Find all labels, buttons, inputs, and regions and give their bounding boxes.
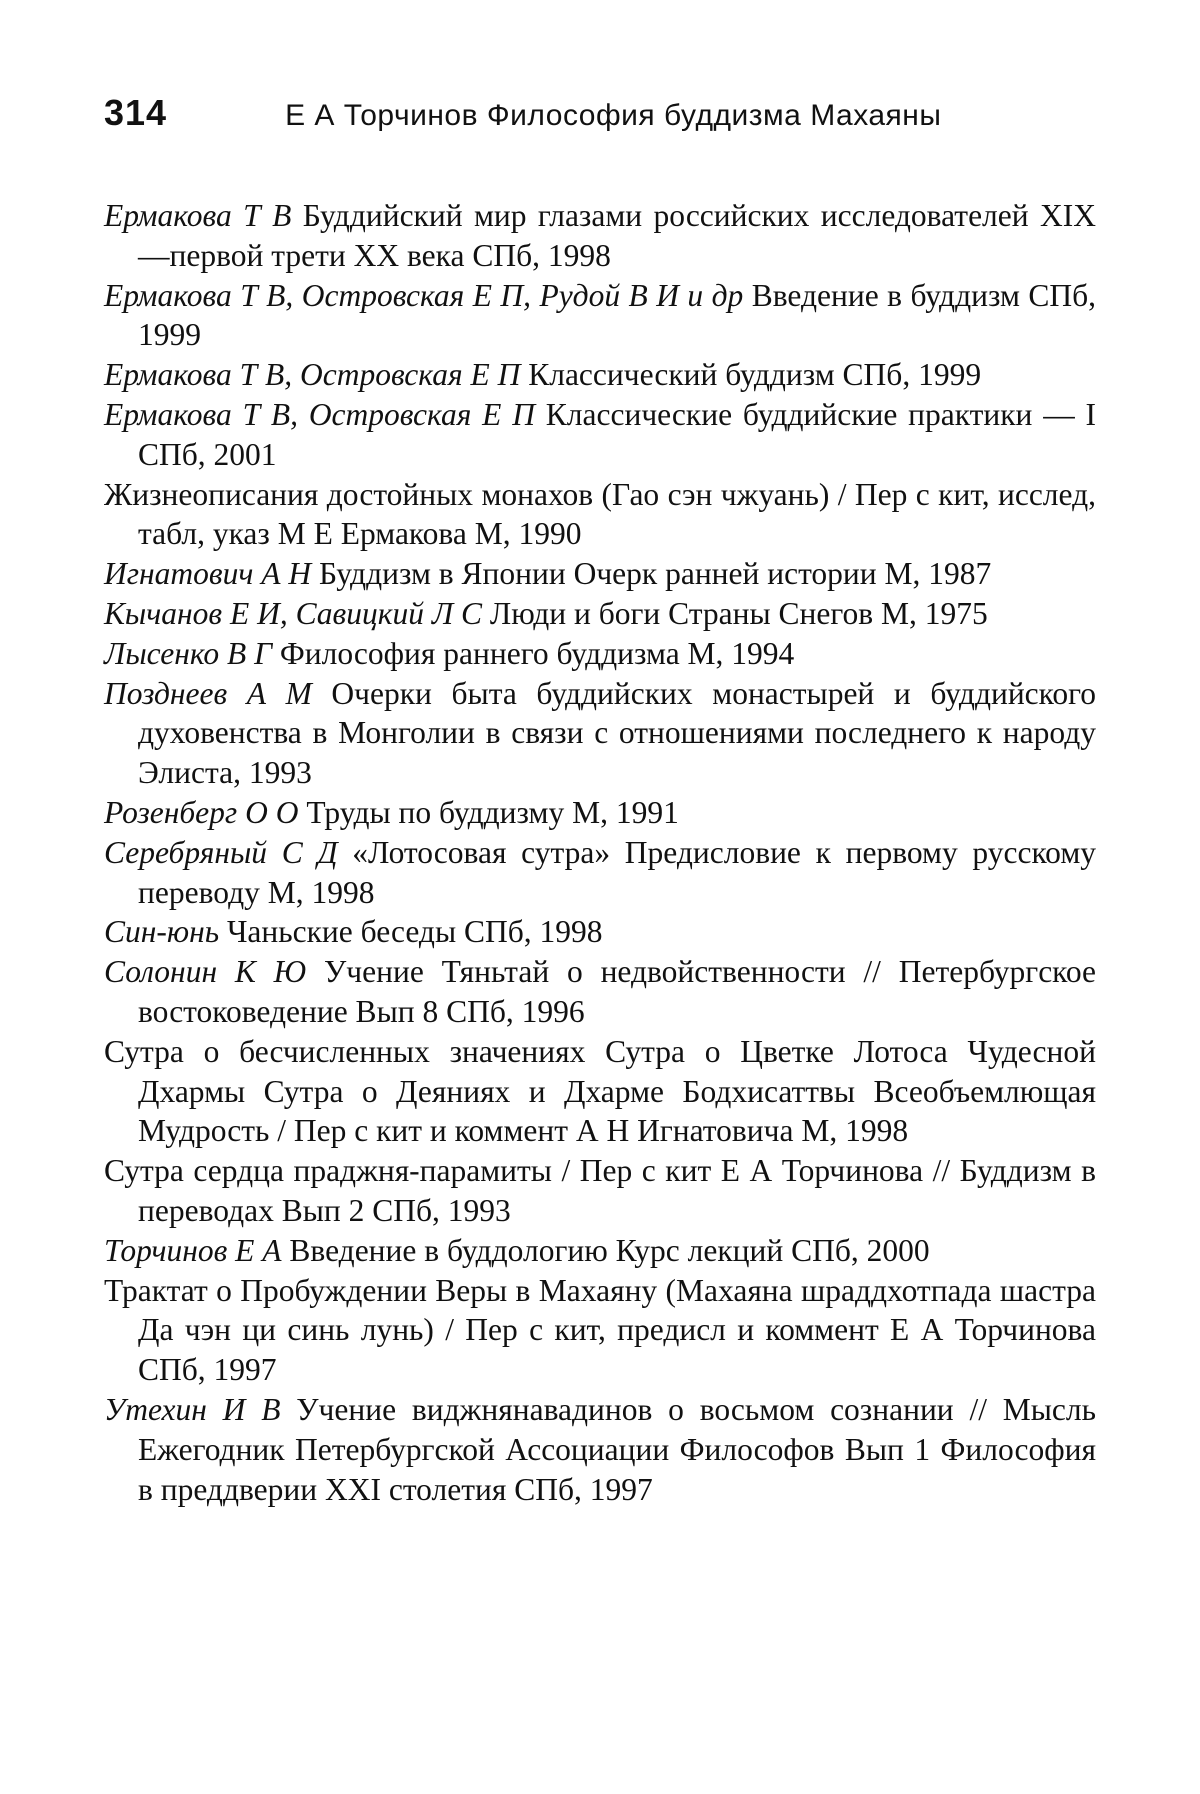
entry-author: Кычанов Е И, Савицкий Л С [104, 595, 483, 631]
bibliography-entry [104, 1390, 1096, 1509]
entry-text: Люди и боги Страны Снегов М, 1975 [489, 595, 988, 631]
bibliography-entry [104, 475, 1096, 555]
running-head [104, 92, 1094, 142]
page-number: 314 [104, 92, 168, 133]
entry-text: Буддийский мир глазами российских исследователей XIX—первой трети XX века СПб, 1998 [138, 198, 1096, 273]
entry-author: Розенберг О О [104, 794, 299, 830]
bibliography-list [104, 196, 1096, 1509]
entry-text: Философия раннего буддизма М, 1994 [279, 635, 795, 671]
entry-text: Жизнеописания достойных монахов (Гао сэн чжуань) / Пер с кит, исслед, табл, указ М Е Ермакова М, 1990 [104, 476, 1096, 552]
entry-text: Учение виджнянавадинов о восьмом сознании // Мысль Ежегодник Петербургской Ассоциации Философов Вып 1 Философия в преддверии XXI столетия СПб, 1997 [138, 1391, 1096, 1507]
bibliography-entry [104, 1032, 1096, 1151]
entry-text: «Лотосовая сутра» Предисловие к первому русскому переводу М, 1998 [138, 834, 1096, 910]
entry-author: Син-юнь [104, 914, 220, 950]
entry-text: Введение в буддизм СПб, 1999 [138, 277, 1097, 353]
bibliography-entry [104, 793, 1096, 833]
bibliography-entry [104, 1151, 1096, 1231]
bibliography-entry [104, 912, 1096, 952]
bibliography-entry [104, 276, 1096, 356]
entry-text: Сутра о бесчисленных значениях Сутра о Цветке Лотоса Чудесной Дхармы Сутра о Деяниях и Дхарме Бодхисаттвы Всеобъемлющая Мудрость / Пер с кит и коммент А Н Игнатовича М, 1998 [104, 1033, 1096, 1149]
bibliography-entry [104, 355, 1096, 395]
entry-text: Очерки быта буддийских монастырей и буддийского духовенства в Монголии в связи с отношениями последнего к народу Элиста, 1993 [138, 675, 1097, 791]
bibliography-entry [104, 196, 1096, 276]
entry-author: Лысенко В Г [104, 635, 273, 671]
bibliography-entry [104, 594, 1096, 634]
entry-text: Трактат о Пробуждении Веры в Махаяну (Махаяна шраддхотпада шастра Да чэн ци синь лунь) / Пер с кит, предисл и коммент Е А Торчинова СПб, 1997 [104, 1272, 1096, 1388]
bibliography-entry [104, 1271, 1096, 1390]
bibliography-entry [104, 1231, 1096, 1271]
entry-text: Сутра сердца праджня-парамиты / Пер с кит Е А Торчинова // Буддизм в переводах Вып 2 СПб, 1993 [104, 1153, 1096, 1228]
bibliography-entry [104, 674, 1096, 793]
entry-author: Ермакова Т В, Островская Е П [104, 357, 521, 393]
entry-author: Торчинов Е А [104, 1232, 282, 1268]
entry-text: Чаньские беседы СПб, 1998 [226, 914, 603, 950]
entry-author: Позднеев А М [104, 675, 312, 711]
entry-text: Классический буддизм СПб, 1999 [528, 357, 982, 393]
entry-author: Ермакова Т В, Островская Е П [104, 396, 535, 432]
entry-text: Учение Тяньтай о недвойственности // Петербургское востоковедение Вып 8 СПб, 1996 [138, 954, 1096, 1029]
entry-author: Утехин И В [104, 1391, 281, 1427]
entry-author: Солонин К Ю [104, 954, 307, 990]
bibliography-entry [104, 833, 1096, 913]
entry-author: Ермакова Т В [104, 198, 292, 233]
entry-author: Ермакова Т В, Островская Е П, Рудой В И и др [104, 277, 744, 313]
bibliography-entry [104, 634, 1096, 674]
bibliography-entry [104, 952, 1096, 1032]
entry-author: Игнатович А Н [104, 556, 312, 592]
bibliography-entry [104, 395, 1096, 475]
entry-author: Серебряный С Д [104, 834, 338, 870]
running-title: Е А Торчинов Философия буддизма Махаяны [285, 99, 942, 132]
entry-text: Классические буддийские практики — I СПб, 2001 [138, 396, 1097, 472]
entry-text: Введение в буддологию Курс лекций СПб, 2000 [289, 1232, 930, 1268]
entry-text: Труды по буддизму М, 1991 [306, 794, 679, 830]
bibliography-entry [104, 554, 1096, 594]
entry-text: Буддизм в Японии Очерк ранней истории М, 1987 [318, 556, 992, 592]
